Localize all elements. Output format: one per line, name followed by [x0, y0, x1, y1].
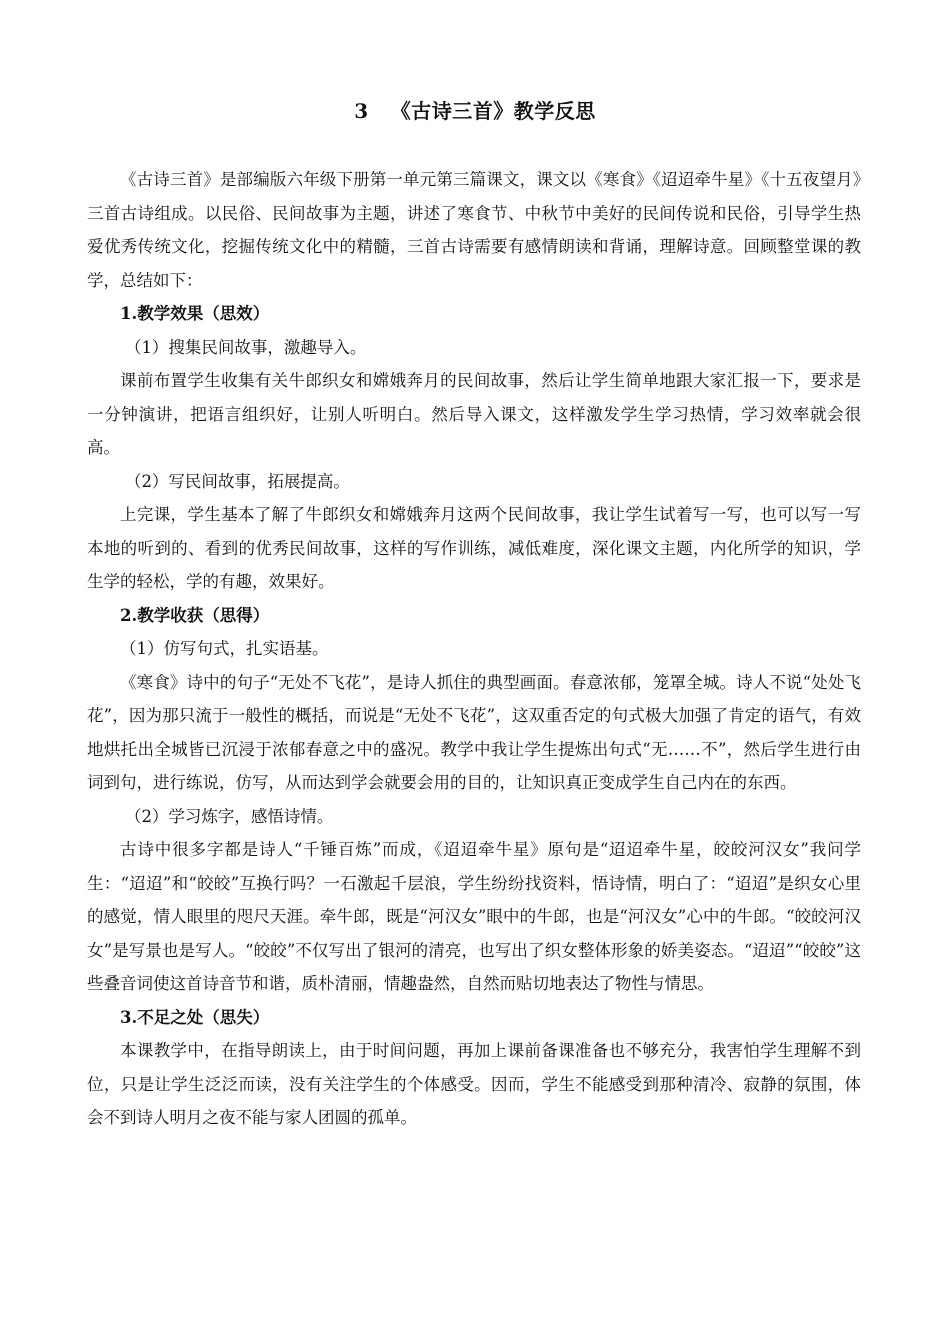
- document-body: [87, 163, 861, 1135]
- paragraph-sentence-imitation: 《寒食》诗中的句子“无处不飞花”，是诗人抓住的典型画面。春意浓郁，笼罩全城。诗人不说“处处飞花”，因为那只流于一般性的概括，而说是“无处不飞花”，这双重否定的句式极大加强了肯定的语气，有效地烘托出全城皆已沉浸于浓郁春意之中的盛况。教学中我让学生提炼出句式“无……不”，然后学生进行由词到句，进行练说，仿写，从而达到学会就要会用的目的，让知识真正变成学生自己内在的东西。: [87, 672, 861, 792]
- paragraph-collect-stories: 课前布置学生收集有关牛郎织女和嫦娥奔月的民间故事，然后让学生简单地跟大家汇报一下，要求是一分钟演讲，把语言组织好，让别人听明白。然后导入课文，这样激发学生学习热情，学习效率就会很高。: [87, 371, 861, 457]
- subheading-collect-stories: （1）搜集民间故事，激趣导入。: [124, 337, 367, 357]
- subheading-word-refining: （2）学习炼字，感悟诗情。: [124, 806, 334, 826]
- subheading-write-stories: （2）写民间故事，拓展提高。: [124, 471, 350, 491]
- page-title: [0, 96, 950, 126]
- section-heading-gains: 2.教学收获（思得）: [120, 605, 270, 625]
- section-heading-shortcomings: 3.不足之处（思失）: [120, 1007, 270, 1027]
- section-heading-effect: 1.教学效果（思效）: [120, 304, 270, 323]
- title-text: 《古诗三首》教学反思: [390, 99, 596, 123]
- subheading-sentence-imitation: （1）仿写句式，扎实语基。: [120, 639, 329, 658]
- intro-paragraph: 《古诗三首》是部编版六年级下册第一单元第三篇课文，课文以《寒食》《迢迢牵牛星》《十五夜望月》三首古诗组成。以民俗、民间故事为主题，讲述了寒食节、中秋节中美好的民间传说和民俗，引导学生热爱优秀传统文化，挖掘传统文化中的精髓，三首古诗需要有感情朗读和背诵，理解诗意。回顾整堂课的教学，总结如下：: [87, 170, 861, 290]
- paragraph-write-stories: 上完课，学生基本了解了牛郎织女和嫦娥奔月这两个民间故事，我让学生试着写一写，也可以写一写本地的听到的、看到的优秀民间故事，这样的写作训练，减低难度，深化课文主题，内化所学的知识，学生学的轻松，学的有趣，效果好。: [87, 505, 861, 591]
- paragraph-word-refining: 古诗中很多字都是诗人“千锤百炼”而成，《迢迢牵牛星》原句是“迢迢牵牛星，皎皎河汉女”我问学生：“迢迢”和“皎皎”互换行吗？一石激起千层浪，学生纷纷找资料，悟诗情，明白了：“迢迢”是织女心里的感觉，情人眼里的咫尺天涯。牵牛郎，既是“河汉女”眼中的牛郎，也是“河汉女”心中的牛郎。“皎皎河汉女”是写景也是写人。“皎皎”不仅写出了银河的清亮，也写出了织女整体形象的娇美姿态。“迢迢”“皎皎”这些叠音词使这首诗音节和谐，质朴清丽，情趣盎然，自然而贴切地表达了物性与情思。: [87, 840, 861, 993]
- paragraph-shortcomings: 本课教学中，在指导朗读上，由于时间问题，再加上课前备课准备也不够充分，我害怕学生理解不到位，只是让学生泛泛而读，没有关注学生的个体感受。因而，学生不能感受到那种清冷、寂静的氛围，体会不到诗人明月之夜不能与家人团圆的孤单。: [87, 1041, 861, 1127]
- title-number: 3: [354, 99, 369, 123]
